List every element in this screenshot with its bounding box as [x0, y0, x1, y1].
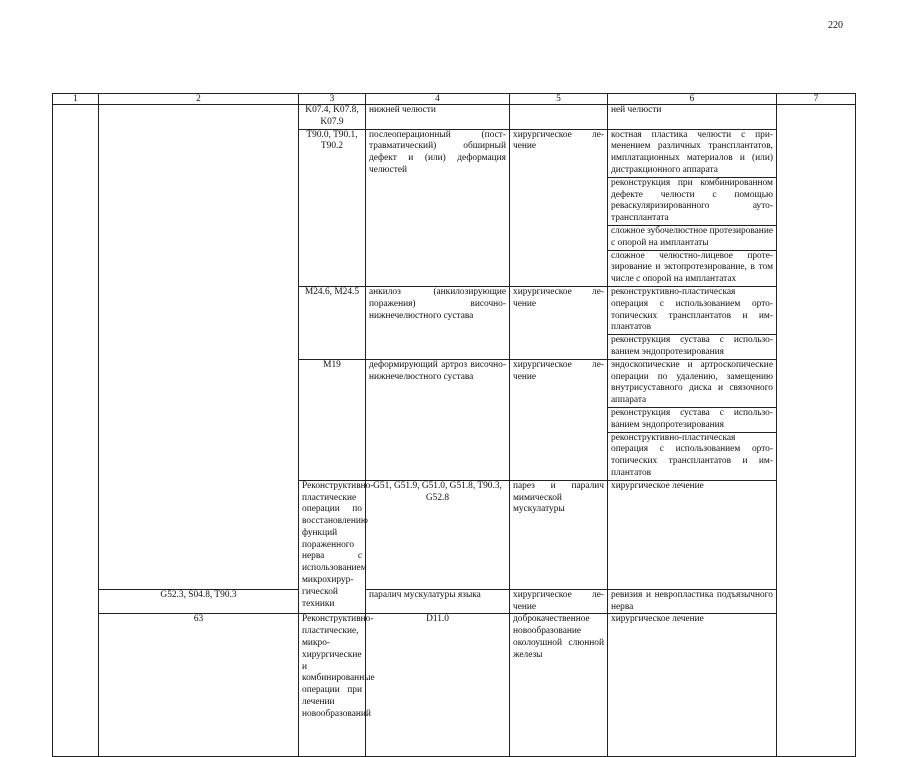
column-number-row — [53, 94, 856, 105]
icd-codes-cell: M24.6, M24.5 — [299, 286, 366, 359]
method-cell: костная пластика челюсти с применением различных трансплантатов, имплатационных материалов и (или) дистракционного аппарата — [608, 129, 777, 177]
treatment-type-cell: хирургическое лечение — [608, 614, 777, 757]
method-cell: ней челюсти — [608, 105, 777, 130]
table-row — [53, 589, 856, 614]
method-cell: реконструктивно-пластическая операция с использованием ортотопических трансплантатов и имплантатов — [608, 286, 777, 334]
condition-cell: нижней челюсти — [366, 105, 510, 130]
column-number: 4 — [366, 94, 510, 105]
treatment-type-cell — [510, 105, 608, 130]
column-number: 3 — [299, 94, 366, 105]
column-number: 6 — [608, 94, 777, 105]
column-number: 7 — [777, 94, 856, 105]
condition-cell: анкилоз (анкилозирующие поражения) височно-нижнечелюстного сустава — [366, 286, 510, 359]
condition-cell: доброкачественное новообразование околоушной слюнной железы — [510, 614, 608, 757]
method-cell: реконструкция при комбинированном дефекте челюсти с помощью реваскуляризированного аутотрансплантата — [608, 177, 777, 225]
condition-cell: деформирующий артроз височно-нижнечелюстного сустава — [366, 359, 510, 480]
condition-cell: парез и паралич мимической мускулатуры — [510, 480, 608, 589]
intervention-name-cell: Реконструктивно-пластические операции по восстановлению функций пораженного нерва с использованием микрохирургической техники — [299, 480, 366, 614]
icd-codes-cell: T90.0, T90.1, T90.2 — [299, 129, 366, 286]
treatment-type-cell: хирургическое лечение — [510, 286, 608, 359]
column-number: 2 — [99, 94, 299, 105]
icd-codes-cell: G52.3, S04.8, T90.3 — [99, 589, 299, 614]
treatment-type-cell: хирургическое лечение — [510, 589, 608, 614]
method-cell: сложное зубочелюстное протезирование с опорой на имплантаты — [608, 225, 777, 250]
treatment-type-cell: хирургическое лечение — [608, 480, 777, 589]
page-number: 220 — [828, 20, 843, 31]
table-row — [53, 105, 856, 130]
icd-codes-cell: D11.0 — [366, 614, 510, 757]
intervention-name-cell: Реконструктивно-пластические, микрохирургические и комбинированные операции при лечении новообразований — [299, 614, 366, 757]
column-number: 5 — [510, 94, 608, 105]
row-number-cell — [53, 105, 99, 757]
method-cell: реконструктивно-пластическая операция с использованием ортотопических трансплантатов и имплантатов — [608, 432, 777, 480]
condition-cell: паралич мускулатуры языка — [366, 589, 510, 614]
intervention-name-cell — [99, 105, 299, 590]
icd-codes-cell: K07.4, K07.8, K07.9 — [299, 105, 366, 130]
icd-codes-cell: G51, G51.9, G51.0, G51.8, T90.3, G52.8 — [366, 480, 510, 589]
cost-cell — [777, 105, 856, 757]
method-cell: ревизия и невропластика подъязычного нерва — [608, 589, 777, 614]
medical-procedures-table — [52, 93, 856, 757]
condition-cell: послеоперационный (посттравматический) обширный дефект и (или) деформация челюстей — [366, 129, 510, 286]
row-number-cell: 63 — [99, 614, 299, 757]
table-row — [53, 614, 856, 757]
method-cell: реконструкция сустава с использованием эндопротезирования — [608, 335, 777, 360]
method-cell: сложное челюстно-лицевое протезирование и эктопротезирование, в том числе с опорой на имплантатах — [608, 250, 777, 286]
method-cell: эндоскопические и артроскопические операции по удалению, замещению внутрисуставного диска и связочного аппарата — [608, 359, 777, 407]
column-number: 1 — [53, 94, 99, 105]
icd-codes-cell: M19 — [299, 359, 366, 480]
treatment-type-cell: хирургическое лечение — [510, 359, 608, 480]
method-cell: реконструкция сустава с использованием эндопротезирования — [608, 407, 777, 432]
treatment-type-cell: хирургическое лечение — [510, 129, 608, 286]
